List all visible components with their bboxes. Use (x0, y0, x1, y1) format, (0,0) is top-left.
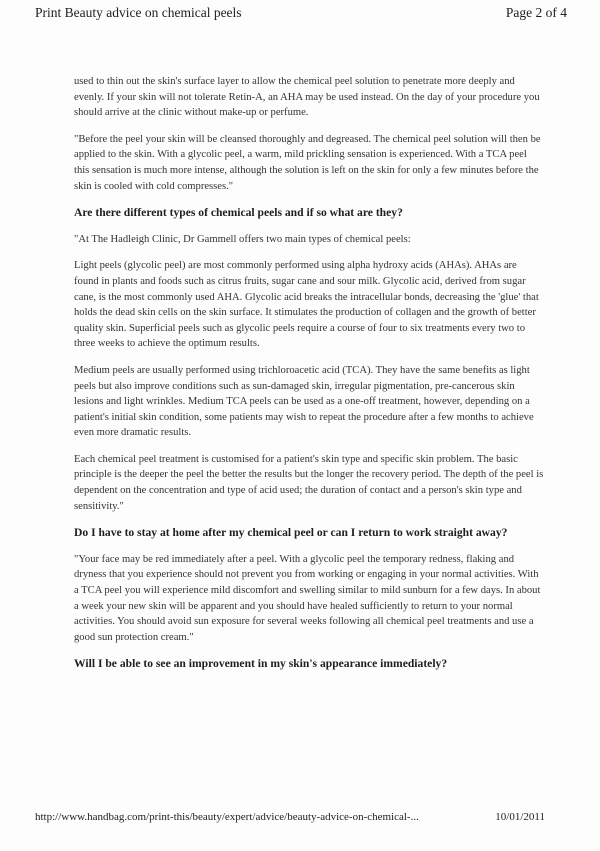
paragraph-customised-treatment: Each chemical peel treatment is customised for a patient's skin type and specific skin problem. The basic principle is the deeper the peel the better the results but the longer the recovery period. The depth of the peel is dependent on the concentration and type of acid used; the duration of contact and a person's skin type and sensitivity." (74, 453, 544, 512)
heading-return-to-work: Do I have to stay at home after my chemical peel or can I return to work straight away? (74, 526, 508, 540)
article-body (74, 74, 544, 683)
footer-url: http://www.handbag.com/print-this/beauty/expert/advice/beauty-advice-on-chemical-... (35, 811, 419, 823)
paragraph-medium-peels: Medium peels are usually performed using trichloroacetic acid (TCA). They have the same benefits as light peels but also improve conditions such as sun-damaged skin, irregular pigmentation, pre-cancerous skin lesions and light wrinkles. Medium TCA peels can be used as a one-off treatment, however, depending on a patient's initial skin condition, some patients may wish to repeat the procedure after a few months to achieve even more dramatic results. (74, 364, 534, 439)
paragraph-light-peels: Light peels (glycolic peel) are most commonly performed using alpha hydroxy acids (AHAs). AHAs are found in plants and foods such as citrus fruits, sugar cane and sour milk. Glycolic acid, derived from sugar cane, is the most commonly used AHA. Glycolic acid breaks the intracellular bonds, decreasing the 'glue' that holds the dead skin cells on the skin surface. It stimulates the production of collagen and the growth of better quality skin. Superficial peels such as glycolic peels require a course of four to six treatments every two to three weeks to achieve the optimum results. (74, 260, 539, 350)
paragraph-intro-types: "At The Hadleigh Clinic, Dr Gammell offers two main types of chemical peels: (74, 233, 411, 245)
footer-date: 10/01/2011 (495, 811, 545, 823)
page-indicator: Page 2 of 4 (505, 5, 567, 20)
heading-types-of-peels: Are there different types of chemical peels and if so what are they? (74, 206, 403, 220)
heading-see-improvement: Will I be able to see an improvement in my skin's appearance immediately? (74, 657, 448, 671)
print-header-title: Print Beauty advice on chemical peels (35, 5, 242, 20)
paragraph-recovery: "Your face may be red immediately after a peel. With a glycolic peel the temporary redness, flaking and dryness that you experience should not prevent you from working or engaging in your normal activities. With a TCA peel you will experience mild discomfort and swelling similar to mild sunburn for a few days. In about a week your new skin will be apparent and you should have healed sufficiently to return to your normal activities. You should avoid sun exposure for several weeks following all chemical peel treatments and use a good sun protection cream." (74, 553, 541, 643)
paragraph-peel-process: "Before the peel your skin will be cleansed thoroughly and degreased. The chemical peel solution will then be applied to the skin. With a glycolic peel, a warm, mild prickling sensation is experienced. With a TCA peel this sensation is much more intense, although the solution is left on the skin for only a few minutes before the skin is cooled with cold compresses." (74, 133, 541, 192)
paragraph-preparation: used to thin out the skin's surface layer to allow the chemical peel solution to penetrate more deeply and evenly. If your skin will not tolerate Retin-A, an AHA may be used instead. On the day of your procedure you should arrive at the clinic without make-up or perfume. (74, 76, 540, 119)
